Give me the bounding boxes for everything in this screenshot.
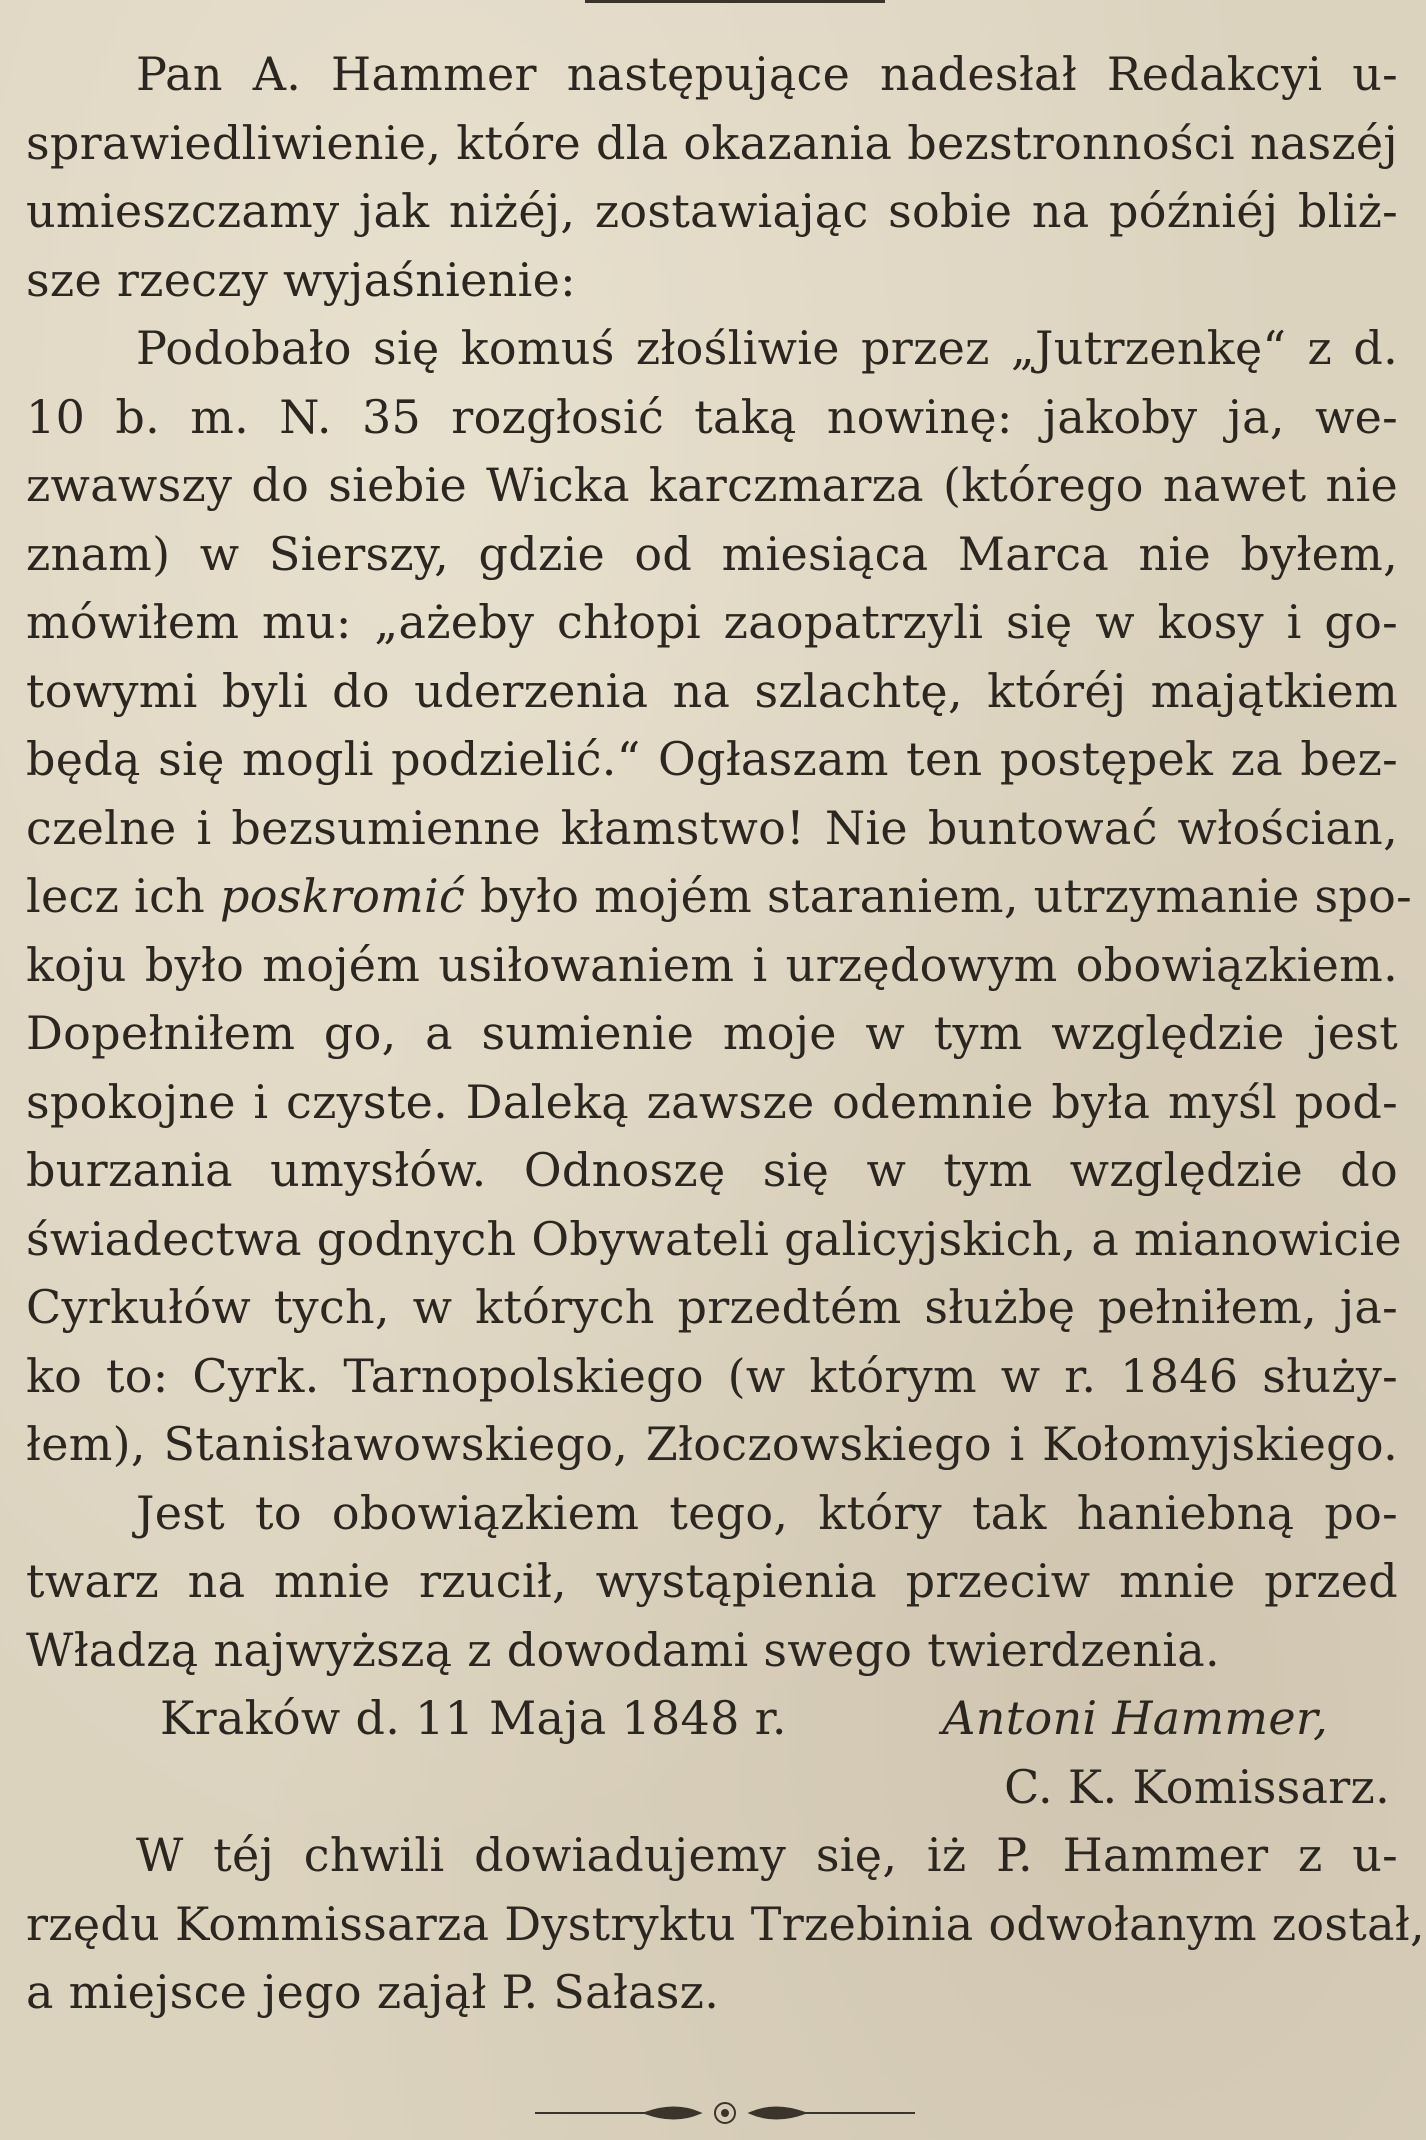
article-body bbox=[26, 40, 1425, 2027]
text-line: 10 b. m. N. 35 rozgłosić taką nowinę: jakoby ja, we- bbox=[26, 389, 1398, 444]
place-date: Kraków d. 11 Maja 1848 r. bbox=[160, 1691, 787, 1745]
text-line: Cyrkułów tych, w których przedtém służbę pełniłem, ja- bbox=[26, 1280, 1398, 1334]
text-line: łem), Stanisławowskiego, Złoczowskiego i Kołomyjskiego. bbox=[26, 1417, 1398, 1471]
paragraph-2 bbox=[26, 314, 1413, 1479]
dateline-row bbox=[26, 1684, 1398, 1753]
emphasized-word: poskromić bbox=[219, 869, 466, 923]
text-line: czelne i bezsumienne kłamstwo! Nie buntować włościan, bbox=[26, 800, 1398, 855]
text-line: znam) w Sierszy, gdzie od miesiąca Marca nie byłem, bbox=[26, 526, 1398, 581]
text-line-with-emphasis bbox=[26, 862, 1413, 931]
text-line: będą się mogli podzielić.“ Ogłaszam ten postępek za bez- bbox=[26, 732, 1398, 786]
text-line: spokojne i czyste. Daleką zawsze odemnie była myśl pod- bbox=[26, 1074, 1398, 1129]
text-line: koju było mojém usiłowaniem i urzędowym obowiązkiem. bbox=[26, 937, 1398, 992]
text-fragment: było mojém staraniem, utrzymanie spo- bbox=[465, 869, 1413, 923]
signature-name: Antoni Hammer, bbox=[942, 1691, 1328, 1745]
text-line: ko to: Cyrk. Tarnopolskiego (w którym w r. 1846 służy- bbox=[26, 1348, 1398, 1403]
text-line: rzędu Kommissarza Dystryktu Trzebinia odwołanym został, bbox=[26, 1896, 1425, 1951]
decorative-divider-icon bbox=[525, 2098, 925, 2128]
text-line: W téj chwili dowiadujemy się, iż P. Hammer z u- bbox=[136, 1828, 1398, 1882]
text-line: towymi byli do uderzenia na szlachtę, któréj majątkiem bbox=[26, 663, 1398, 718]
text-line: Dopełniłem go, a sumienie moje w tym względzie jest bbox=[26, 1006, 1398, 1060]
top-rule bbox=[585, 0, 885, 3]
paragraph-3 bbox=[26, 1479, 1398, 1685]
text-fragment: lecz ich bbox=[26, 869, 220, 923]
signature-title: C. K. Komissarz. bbox=[1004, 1759, 1390, 1814]
text-line: burzania umysłów. Odnoszę się w tym względzie do bbox=[26, 1143, 1398, 1197]
text-line: sprawiedliwienie, które dla okazania bezstronności naszéj bbox=[26, 115, 1398, 170]
text-line: sze rzeczy wyjaśnienie: bbox=[26, 252, 576, 307]
paragraph-4 bbox=[26, 1821, 1425, 2027]
text-line: twarz na mnie rzucił, wystąpienia przeciw mnie przed bbox=[26, 1554, 1398, 1608]
text-line: świadectwa godnych Obywateli galicyjskich, a mianowicie bbox=[26, 1211, 1402, 1266]
text-line: umieszczamy jak niżéj, zostawiając sobie na późniéj bliż- bbox=[26, 184, 1398, 238]
paragraph-1 bbox=[26, 40, 1398, 314]
text-line: zwawszy do siebie Wicka karczmarza (którego nawet nie bbox=[26, 458, 1398, 512]
text-line: a miejsce jego zajął P. Sałasz. bbox=[26, 1965, 720, 2019]
text-line: mówiłem mu: „ażeby chłopi zaopatrzyli się w kosy i go- bbox=[26, 595, 1398, 649]
text-line: Władzą najwyższą z dowodami swego twierdzenia. bbox=[26, 1622, 1220, 1677]
text-line: Pan A. Hammer następujące nadesłał Redakcyi u- bbox=[136, 47, 1398, 101]
text-line: Podobało się komuś złośliwie przez „Jutrzenkę“ z d. bbox=[136, 321, 1398, 375]
text-line: Jest to obowiązkiem tego, który tak haniebną po- bbox=[136, 1485, 1398, 1540]
